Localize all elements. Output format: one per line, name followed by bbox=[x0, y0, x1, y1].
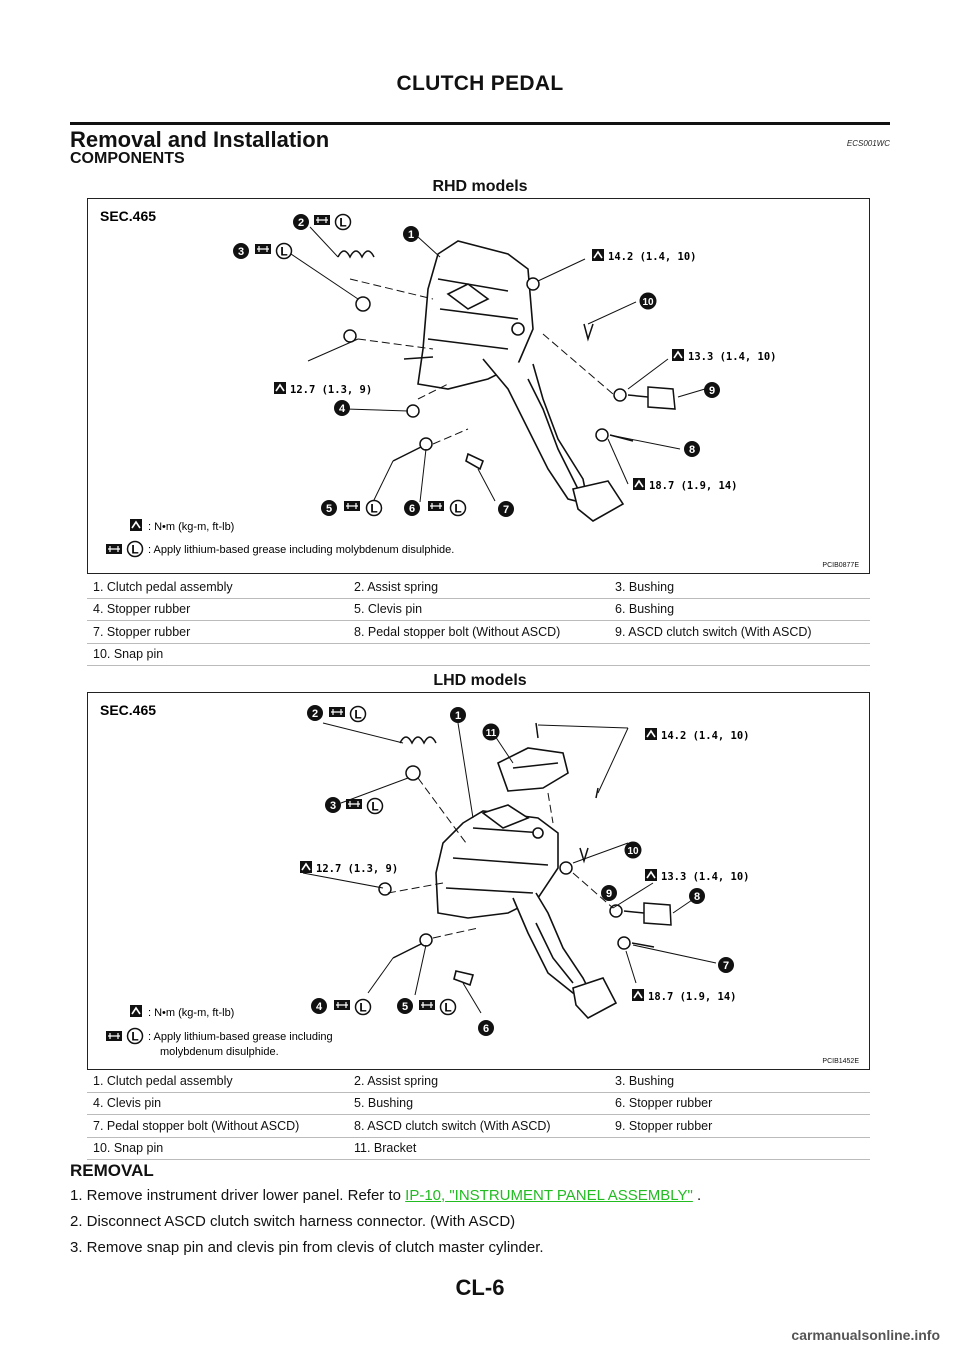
lhd-callout-3: 3 bbox=[329, 800, 337, 812]
rhd-callout-10: 10 bbox=[642, 297, 654, 308]
ip10-reference-link[interactable]: IP-10, "INSTRUMENT PANEL ASSEMBLY" bbox=[405, 1187, 693, 1204]
header-rule bbox=[70, 122, 890, 125]
rhd-callout-3: 3 bbox=[237, 246, 245, 258]
lhd-callout-10: 10 bbox=[627, 846, 639, 857]
lhd-torque-3: 13.3 (1.4, 10) bbox=[661, 871, 750, 883]
lhd-legend-torque: : N•m (kg-m, ft-lb) bbox=[148, 1007, 235, 1019]
lhd-callout-8: 8 bbox=[693, 891, 701, 903]
lhd-callout-11: 11 bbox=[485, 728, 497, 739]
lhd-sec-number: SEC.465 bbox=[100, 702, 157, 718]
table-row: 7. Stopper rubber 8. Pedal stopper bolt (Without ASCD) 9. ASCD clutch switch (With ASCD) bbox=[87, 621, 870, 644]
rhd-callout-9: 9 bbox=[708, 385, 716, 397]
lhd-callout-2: 2 bbox=[311, 708, 319, 720]
rhd-legend-torque: : N•m (kg-m, ft-lb) bbox=[148, 521, 235, 533]
rhd-parts-table bbox=[87, 576, 870, 666]
rhd-callout-5: 5 bbox=[325, 503, 333, 515]
table-row: 1. Clutch pedal assembly 2. Assist spring 3. Bushing bbox=[87, 1070, 870, 1093]
rhd-callout-6: 6 bbox=[408, 503, 416, 515]
rhd-callout-8: 8 bbox=[688, 444, 696, 456]
rhd-sec-number: SEC.465 bbox=[100, 208, 157, 224]
table-row: 4. Stopper rubber 5. Clevis pin 6. Bushing bbox=[87, 599, 870, 622]
removal-heading: REMOVAL bbox=[70, 1161, 154, 1180]
rhd-caption: RHD models bbox=[432, 178, 528, 195]
table-row: 7. Pedal stopper bolt (Without ASCD) 8. ASCD clutch switch (With ASCD) 9. Stopper rubber bbox=[87, 1115, 870, 1138]
rhd-legend-grease: : Apply lithium-based grease including molybdenum disulphide. bbox=[148, 544, 455, 556]
lhd-legend-grease-line1: : Apply lithium-based grease including bbox=[148, 1031, 333, 1043]
lhd-caption: LHD models bbox=[433, 672, 527, 689]
rhd-torque-1: 14.2 (1.4, 10) bbox=[608, 251, 697, 263]
page-header: CLUTCH PEDAL bbox=[396, 72, 564, 95]
table-row: 10. Snap pin bbox=[87, 644, 870, 667]
lhd-callout-9: 9 bbox=[605, 888, 613, 900]
lhd-figure-code: PCIB1452E bbox=[822, 1058, 859, 1065]
page-number: CL-6 bbox=[455, 1275, 505, 1300]
rhd-torque-4: 18.7 (1.9, 14) bbox=[649, 480, 738, 492]
table-row: 10. Snap pin 11. Bracket bbox=[87, 1138, 870, 1161]
table-row: 1. Clutch pedal assembly 2. Assist spring 3. Bushing bbox=[87, 576, 870, 599]
removal-step-1: 1. Remove instrument driver lower panel. Refer to IP-10, "INSTRUMENT PANEL ASSEMBLY" . bbox=[70, 1187, 702, 1204]
rhd-callout-7: 7 bbox=[502, 504, 510, 516]
lhd-callout-7: 7 bbox=[722, 960, 730, 972]
components-heading: COMPONENTS bbox=[70, 150, 185, 167]
lhd-callout-6: 6 bbox=[482, 1023, 490, 1035]
rhd-callout-4: 4 bbox=[338, 403, 346, 415]
lhd-callout-5: 5 bbox=[401, 1001, 409, 1013]
rhd-pedal-bracket bbox=[418, 241, 623, 521]
document-code: ECS001WC bbox=[846, 139, 890, 148]
rhd-figure-code: PCIB0877E bbox=[822, 562, 859, 569]
rhd-diagram: L SEC.465 1 2 3 4 5 6 7 8 9 10 14.2 (1.4, 10) 13.3 (1.4, 10) 12.7 (1.3, 9) 18.7 (1.9, 14) : N•m (kg-m, ft-lb) : Apply lithium-based grease including molybdenum disulphide. bbox=[91, 199, 777, 556]
lhd-diagram bbox=[88, 693, 871, 1071]
rhd-callout-2: 2 bbox=[297, 217, 305, 229]
lhd-legend-grease-line2: molybdenum disulphide. bbox=[160, 1046, 279, 1058]
watermark: carmanualsonline.info bbox=[791, 1327, 940, 1343]
lhd-torque-4: 18.7 (1.9, 14) bbox=[648, 991, 737, 1003]
lhd-parts-table bbox=[87, 1070, 870, 1160]
rhd-torque-3: 12.7 (1.3, 9) bbox=[290, 384, 373, 396]
rhd-figure bbox=[87, 198, 870, 574]
lhd-callout-4: 4 bbox=[315, 1001, 323, 1013]
lhd-figure bbox=[87, 692, 870, 1070]
table-row: 4. Clevis pin 5. Bushing 6. Stopper rubber bbox=[87, 1093, 870, 1116]
rhd-torque-2: 13.3 (1.4, 10) bbox=[688, 351, 777, 363]
lhd-callout-1: 1 bbox=[454, 710, 462, 722]
removal-step-2: 2. Disconnect ASCD clutch switch harness connector. (With ASCD) bbox=[70, 1213, 516, 1230]
removal-step-3: 3. Remove snap pin and clevis pin from clevis of clutch master cylinder. bbox=[70, 1239, 544, 1256]
section-title: Removal and Installation bbox=[70, 127, 330, 152]
lhd-torque-2: 12.7 (1.3, 9) bbox=[316, 863, 399, 875]
lhd-torque-1: 14.2 (1.4, 10) bbox=[661, 730, 750, 742]
lhd-pedal-bracket bbox=[436, 748, 616, 1018]
rhd-callout-1: 1 bbox=[407, 229, 415, 241]
